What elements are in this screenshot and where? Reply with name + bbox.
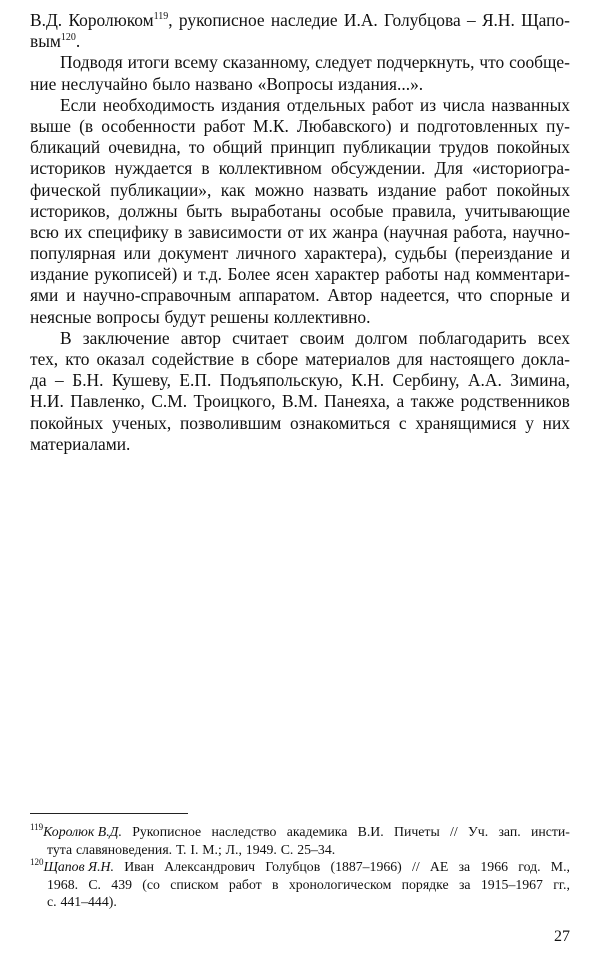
word: научно-: [512, 221, 570, 242]
word: ознакомиться: [290, 412, 391, 433]
text-line: [30, 10, 570, 31]
word: покойных: [30, 412, 104, 433]
word: 25–34.: [297, 841, 336, 857]
word: всю: [30, 221, 59, 242]
word: названных: [491, 94, 570, 115]
word: материалов: [305, 349, 391, 369]
text-line: [30, 307, 570, 328]
word: их: [64, 221, 83, 242]
word: //: [450, 824, 458, 839]
word: пу-: [546, 115, 570, 136]
word: особенности: [101, 115, 196, 136]
footnote-line: [30, 893, 570, 911]
footnote-line: [30, 876, 570, 894]
word: В.Д.: [30, 10, 63, 30]
word: аппаратом.: [238, 285, 320, 306]
word: своим: [299, 327, 345, 348]
word: Более: [227, 264, 271, 285]
word: итоги: [127, 52, 170, 73]
word: над: [444, 264, 470, 285]
text-line: [30, 328, 570, 349]
word: отдельных: [286, 94, 366, 115]
word: сборе: [256, 349, 299, 369]
word: числа: [442, 94, 485, 115]
word: ясен: [275, 264, 309, 285]
word: М.;: [202, 841, 222, 857]
text-line: [30, 391, 570, 412]
word: трудов: [439, 137, 489, 158]
text-line: [30, 434, 570, 455]
word: (научная: [383, 221, 448, 242]
word: Автор: [327, 285, 373, 306]
word: или: [123, 243, 151, 264]
word: очевидна,: [108, 137, 181, 158]
word: списком: [170, 876, 219, 892]
word: содействие: [151, 349, 234, 369]
word: Пичеты: [394, 824, 440, 839]
word: А.А.: [467, 370, 502, 391]
word: и: [66, 285, 76, 306]
word: хранящимися: [415, 412, 517, 433]
word: И.А.: [343, 10, 378, 30]
word: тута: [47, 841, 73, 857]
word: обсуждении.: [330, 158, 426, 179]
word: издание: [377, 179, 437, 200]
word: следует: [315, 52, 372, 73]
word: Иван: [124, 859, 155, 875]
word: за: [458, 876, 471, 892]
footnote-ref[interactable]: 120: [30, 857, 44, 868]
word: инсти-: [530, 824, 570, 839]
word: фической: [30, 179, 101, 200]
word: зависимости: [187, 221, 282, 242]
word: «Вопросы: [257, 73, 334, 94]
word: Щапо-: [521, 10, 570, 30]
word: Любавского): [296, 115, 392, 136]
word: долгом: [355, 327, 408, 348]
page-number: 27: [554, 928, 570, 945]
word: покойных: [496, 179, 570, 200]
word: правила,: [392, 200, 457, 221]
word: –: [466, 10, 476, 30]
word: ученых,: [112, 412, 172, 433]
word: настоящего: [429, 349, 515, 369]
footnote-ref[interactable]: 120: [60, 32, 76, 44]
word: вым: [30, 31, 61, 52]
word: «историогра-: [472, 158, 570, 179]
word: наследство: [211, 824, 277, 839]
text-line: [30, 349, 570, 370]
word: 1949.: [245, 841, 277, 857]
word: С.М.: [151, 391, 188, 412]
word: 1968.: [47, 876, 79, 892]
word: т.д.: [198, 264, 222, 285]
word: М.К.: [253, 115, 289, 136]
footnote-ref[interactable]: 119: [30, 822, 44, 832]
word: Л.,: [225, 841, 242, 857]
word: сообще-: [509, 52, 570, 73]
word: популярная: [30, 243, 116, 264]
word: Королюком: [68, 10, 154, 30]
word: гг.,: [553, 876, 570, 892]
word: поблагодарить: [418, 327, 527, 348]
word: должны: [118, 200, 178, 221]
word: АЕ: [429, 859, 449, 875]
word: назвать: [313, 179, 369, 200]
word: также: [410, 391, 455, 412]
word: год.: [518, 859, 541, 875]
word: быть: [186, 200, 223, 221]
word: работ: [445, 179, 488, 200]
word: Е.П.: [179, 370, 212, 391]
word: 1915–1967: [480, 876, 543, 892]
word: наследие: [270, 10, 338, 30]
word: .: [75, 31, 81, 52]
word: 441–444).: [60, 894, 117, 910]
word: заключение: [82, 327, 170, 348]
word: всех: [537, 327, 570, 348]
word: С.: [88, 876, 101, 892]
word: научно-справочным: [83, 285, 232, 306]
word: сказанному,: [222, 52, 311, 73]
word: К.Н.: [351, 370, 385, 391]
word: что: [457, 285, 483, 306]
cited-author: Королюк В.Д.: [43, 824, 122, 839]
text-line: [30, 180, 570, 201]
word: С.: [280, 841, 294, 857]
word: Павленко,: [70, 391, 145, 412]
word: Рукописное: [132, 824, 202, 839]
word: публикации»,: [110, 179, 212, 200]
word: подчеркнуть,: [376, 52, 475, 73]
word: особые: [329, 200, 384, 221]
word: кто: [65, 349, 90, 369]
word: неясные: [30, 306, 92, 327]
word: (со: [142, 876, 160, 892]
word: выше: [30, 115, 72, 136]
word: Кушеву,: [111, 370, 171, 391]
word: да: [30, 370, 47, 391]
word: работ: [372, 94, 414, 115]
word: нуждается: [114, 158, 193, 179]
cited-author: Щапов Я.Н.: [43, 859, 114, 875]
word: в: [272, 876, 279, 892]
word: в: [174, 221, 183, 242]
word: для: [397, 349, 423, 369]
word: Подъяпольскую,: [219, 370, 343, 391]
footnote-line: [30, 823, 570, 841]
text-line: [30, 370, 570, 391]
word: рукописей): [94, 264, 178, 285]
text-line: [30, 116, 570, 137]
word: и: [183, 264, 193, 285]
word: Голубцов: [265, 859, 321, 875]
footnote-ref[interactable]: 119: [153, 11, 169, 22]
word: автор: [180, 327, 221, 348]
word: ями: [30, 285, 59, 306]
word: характера),: [304, 243, 387, 264]
word: коллективном: [218, 158, 322, 179]
word: и: [399, 115, 409, 136]
word: Панеяха,: [324, 391, 391, 412]
main-text: [30, 10, 570, 455]
text-line: [30, 31, 570, 52]
word: Троицкого,: [193, 391, 276, 412]
word: специфику: [87, 221, 169, 242]
word: I.: [190, 841, 199, 857]
footnote-separator: [30, 813, 188, 814]
word: общий: [212, 137, 263, 158]
word: от: [287, 221, 304, 242]
word: В.М.: [281, 391, 318, 412]
word: работа,: [453, 221, 508, 242]
word: 439: [111, 876, 132, 892]
word: Н.И.: [30, 391, 64, 412]
text-line: [30, 285, 570, 306]
word: оказал: [96, 349, 145, 369]
text-line: [30, 74, 570, 95]
word: М.,: [550, 859, 570, 875]
word: Т.: [175, 841, 187, 857]
word: названо: [195, 73, 253, 94]
word: Я.Н.: [481, 10, 515, 30]
word: славяноведения.: [75, 841, 173, 857]
text-line: [30, 137, 570, 158]
word: 1966: [480, 859, 508, 875]
word: комментари-: [475, 264, 570, 285]
word: издания...».: [338, 73, 424, 94]
text-line: [30, 413, 570, 434]
word: необходимость: [102, 94, 215, 115]
word: в: [201, 158, 210, 179]
word: зап.: [498, 824, 521, 839]
text-line: [30, 52, 570, 73]
word: В: [60, 327, 72, 348]
word: то: [188, 137, 205, 158]
word: выработаны: [230, 200, 322, 221]
word: судьбы: [394, 243, 448, 264]
word: рукописное: [178, 10, 265, 30]
word: в: [241, 349, 250, 369]
word: у: [525, 412, 534, 433]
word: Сербину,: [392, 370, 460, 391]
word: материалами.: [30, 433, 131, 454]
word: докла-: [521, 349, 570, 369]
word: Уч.: [467, 824, 489, 839]
word: решены: [210, 306, 269, 327]
word: личного: [236, 243, 297, 264]
word: жанра: [332, 221, 378, 242]
word: ,: [168, 10, 173, 30]
footnotes: [30, 823, 570, 911]
word: хронологическом: [288, 876, 392, 892]
word: Подводя: [60, 52, 123, 73]
word: а: [396, 391, 405, 412]
word: считает: [232, 327, 289, 348]
word: вопросы: [96, 306, 160, 327]
text-line: [30, 95, 570, 116]
word: (в: [79, 115, 94, 136]
word: позволившим: [179, 412, 282, 433]
word: тех,: [30, 349, 59, 369]
word: Для: [434, 158, 463, 179]
word: порядке: [401, 876, 449, 892]
text-line: [30, 243, 570, 264]
word: коллективно.: [273, 306, 371, 327]
word: подготовленных: [417, 115, 539, 136]
word: всему: [174, 52, 218, 73]
word: бликаций: [30, 137, 101, 158]
text-line: [30, 264, 570, 285]
word: родственников: [460, 391, 570, 412]
word: как: [220, 179, 246, 200]
word: В.И.: [357, 824, 384, 839]
word: что: [479, 52, 505, 73]
word: и: [560, 243, 570, 264]
word: было: [152, 73, 191, 94]
word: ние: [30, 73, 57, 94]
text-line: [30, 158, 570, 179]
word: публикации: [343, 137, 432, 158]
word: покойных: [496, 137, 570, 158]
word: Зимина,: [510, 370, 570, 391]
word: Александрович: [164, 859, 256, 875]
word: их: [308, 221, 327, 242]
word: //: [412, 859, 420, 875]
footnote-line: [30, 841, 570, 859]
word: историков: [30, 158, 106, 179]
word: академика: [286, 824, 348, 839]
word: из: [419, 94, 437, 115]
word: работы: [385, 264, 439, 285]
word: Голубцова: [384, 10, 461, 30]
word: и: [560, 285, 570, 306]
word: историков,: [30, 200, 110, 221]
word: работ: [203, 115, 245, 136]
word: (1887–1966): [330, 859, 402, 875]
word: учитывающие: [464, 200, 570, 221]
word: будут: [164, 306, 206, 327]
word: с: [398, 412, 407, 433]
word: характер: [314, 264, 380, 285]
text-line: [30, 222, 570, 243]
text-line: [30, 201, 570, 222]
word: них: [542, 412, 570, 433]
word: принцип: [270, 137, 335, 158]
word: Если: [60, 94, 97, 115]
word: (переиздание: [454, 243, 553, 264]
word: документ: [158, 243, 229, 264]
word: издания: [221, 94, 281, 115]
word: работ: [228, 876, 262, 892]
footnote-line: [30, 858, 570, 876]
word: за: [458, 859, 471, 875]
word: Б.Н.: [72, 370, 104, 391]
word: неслучайно: [61, 73, 148, 94]
word: спорные: [489, 285, 553, 306]
word: с.: [47, 894, 57, 910]
word: –: [55, 370, 64, 391]
word: издание: [30, 264, 89, 285]
word: надеется,: [380, 285, 450, 306]
word: можно: [254, 179, 304, 200]
